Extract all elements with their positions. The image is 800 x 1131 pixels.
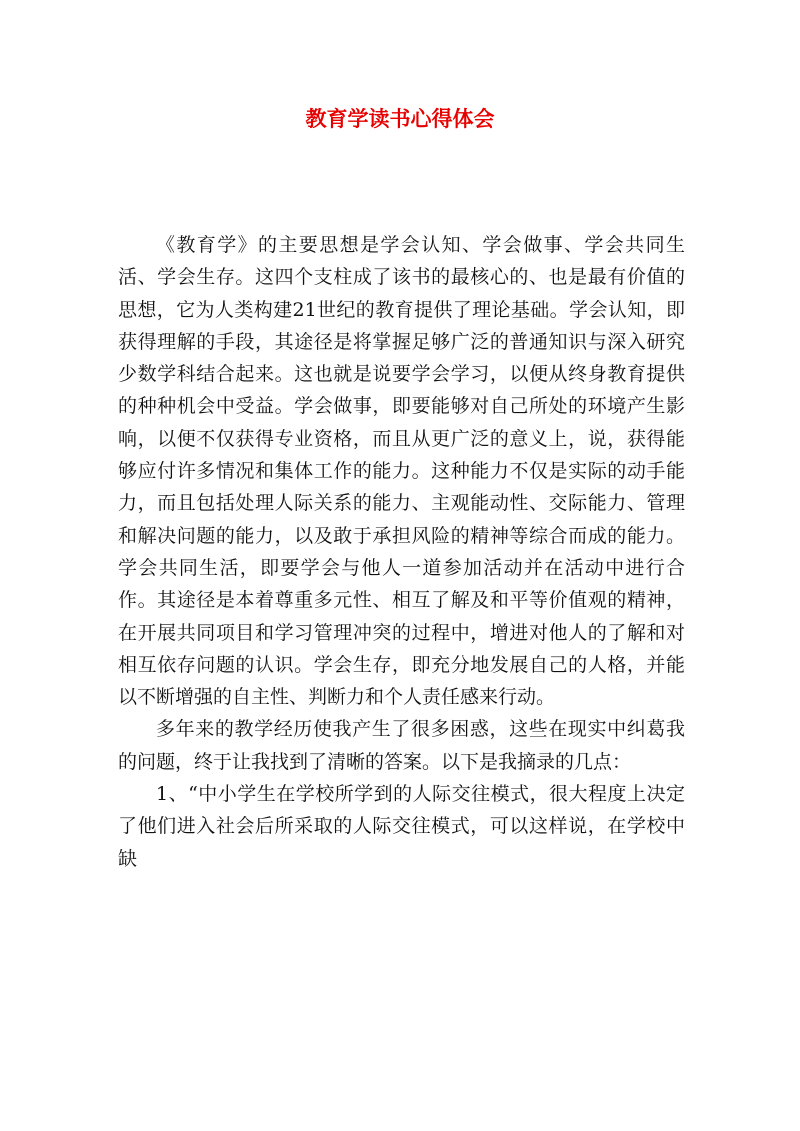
paragraph-1: 《教育学》的主要思想是学会认知、学会做事、学会共同生活、学会生存。这四个支柱成了该书的最核心的、也是最有价值的思想，它为人类构建21世纪的教育提供了理论基础。学会认知，即获得理解的手段，其途径是将掌握足够广泛的普通知识与深入研究少数学科结合起来。这也就是说要学会学习，以便从终身教育提供的种种机会中受益。学会做事，即要能够对自己所处的环境产生影响，以便不仅获得专业资格，而且从更广泛的意义上，说，获得能够应付许多情况和集体工作的能力。这种能力不仅是实际的动手能力，而且包括处理人际关系的能力、主观能动性、交际能力、管理和解决问题的能力，以及敢于承担风险的精神等综合而成的能力。学会共同生活，即要学会与他人一道参加活动并在活动中进行合作。其途径是本着尊重多元性、相互了解及和平等价值观的精神，在开展共同项目和学习管理冲突的过程中，增进对他人的了解和对相互依存问题的认识。学会生存，即充分地发展自己的人格，并能以不断增强的自主性、判断力和个人责任感来行动。 xyxy=(118,234,685,709)
document-title: 教育学读书心得体会 xyxy=(305,106,495,131)
paragraph-2: 多年来的教学经历使我产生了很多困惑，这些在现实中纠葛我的问题，终于让我找到了清晰的答案。以下是我摘录的几点： xyxy=(118,718,685,773)
paragraph-3: 1、“中小学生在学校所学到的人际交往模式，很大程度上决定了他们进入社会后所采取的人际交往模式，可以这样说，在学校中缺 xyxy=(118,783,685,870)
document-body xyxy=(118,229,685,875)
